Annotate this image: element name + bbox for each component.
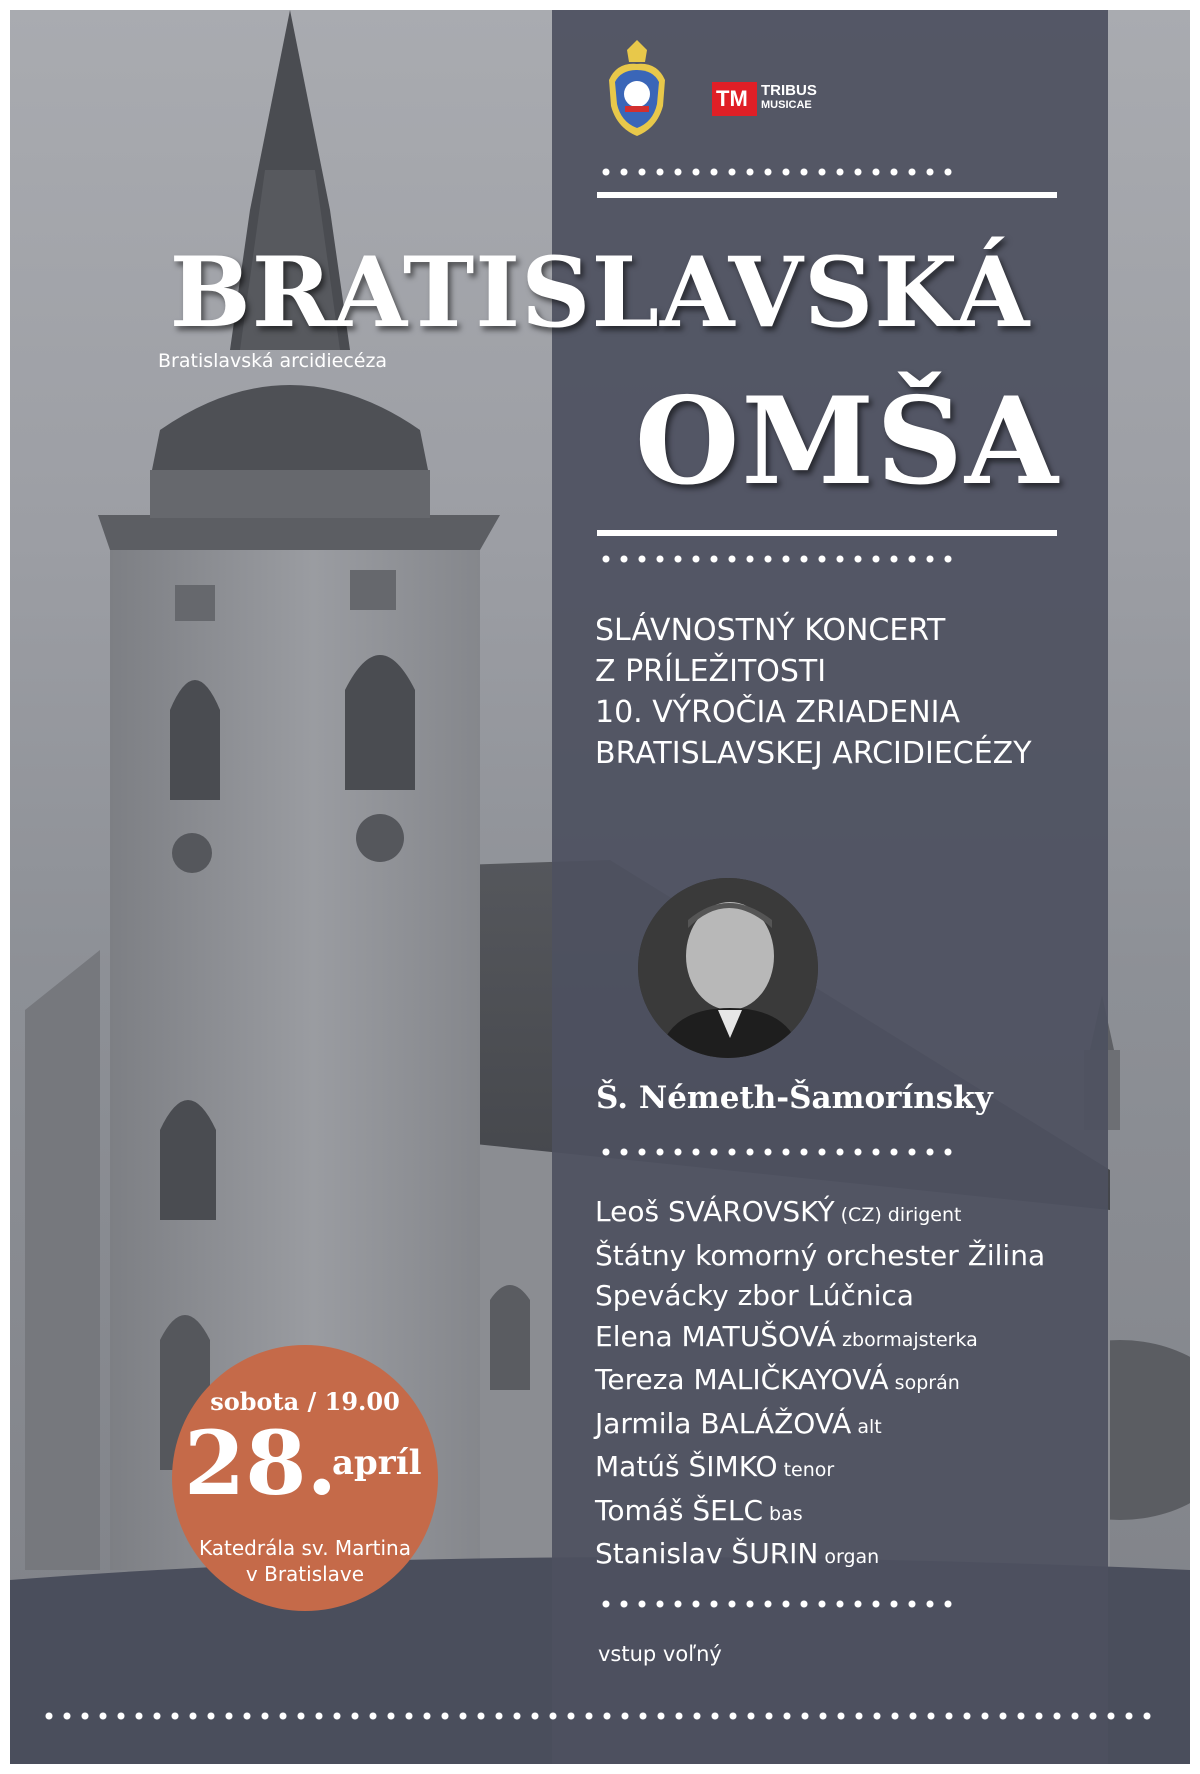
performer-role: organ bbox=[824, 1546, 880, 1568]
dot-divider-bottom bbox=[40, 1712, 1160, 1720]
occasion-text bbox=[595, 610, 1032, 774]
occasion-line: BRATISLAVSKEJ ARCIDIECÉZY bbox=[595, 736, 1032, 771]
title-line1: BRATISLAVSKÁ bbox=[169, 236, 1031, 349]
day-time: sobota / 19.00 bbox=[210, 1387, 400, 1416]
performer-name: Matúš ŠIMKO bbox=[595, 1450, 778, 1483]
performer-name: Elena MATUŠOVÁ bbox=[595, 1319, 837, 1353]
day-number: 28. bbox=[184, 1411, 338, 1515]
performer-row bbox=[595, 1534, 1045, 1578]
dot-divider-after-composer bbox=[597, 1148, 957, 1156]
admission-text: vstup voľný bbox=[598, 1642, 722, 1666]
performer-name: Tereza MALIČKAYOVÁ bbox=[595, 1363, 889, 1396]
venue-line1: Katedrála sv. Martina bbox=[199, 1536, 411, 1560]
tribus-musicae-logo bbox=[712, 82, 817, 120]
tm-name-line1: TRIBUS bbox=[761, 82, 817, 99]
performer-row bbox=[595, 1491, 1045, 1535]
occasion-line: Z PRÍLEŽITOSTI bbox=[595, 654, 827, 689]
performer-row bbox=[595, 1276, 1045, 1317]
performer-name: Štátny komorný orchester Žilina bbox=[595, 1238, 1046, 1272]
dot-divider-after-performers bbox=[597, 1600, 957, 1608]
logos bbox=[597, 40, 817, 144]
performer-role: alt bbox=[857, 1415, 882, 1438]
venue bbox=[172, 1535, 438, 1587]
performer-role: bas bbox=[769, 1502, 803, 1525]
performer-name: Tomáš ŠELC bbox=[595, 1493, 764, 1527]
subtitle: Bratislavská arcidiecéza bbox=[158, 350, 388, 372]
tm-mark: TM bbox=[716, 86, 748, 111]
composer-portrait-image bbox=[638, 878, 818, 1058]
dot-divider-top bbox=[597, 168, 957, 176]
performer-row bbox=[595, 1317, 1045, 1361]
performer-role: tenor bbox=[783, 1459, 835, 1481]
performer-name: Spevácky zbor Lúčnica bbox=[595, 1279, 914, 1312]
performer-row bbox=[595, 1192, 1045, 1236]
composer-name: Š. Németh-Šamorínsky bbox=[596, 1080, 993, 1116]
rule-top bbox=[597, 192, 1057, 198]
performer-row bbox=[595, 1447, 1045, 1491]
performer-name: Leoš SVÁROVSKÝ bbox=[595, 1195, 835, 1228]
poster bbox=[10, 10, 1190, 1764]
archdiocese-coat-of-arms-icon bbox=[597, 40, 677, 140]
performer-name: Stanislav ŠURIN bbox=[595, 1537, 819, 1570]
performers-list bbox=[595, 1192, 1045, 1578]
title-line2: OMŠA bbox=[634, 371, 1060, 512]
performer-role: (CZ) dirigent bbox=[840, 1204, 962, 1226]
composer-portrait bbox=[638, 878, 818, 1058]
performer-row bbox=[595, 1236, 1045, 1277]
month: apríl bbox=[332, 1443, 422, 1483]
performer-row bbox=[595, 1404, 1045, 1448]
dot-divider-after-title bbox=[597, 555, 957, 563]
venue-line2: v Bratislave bbox=[245, 1562, 365, 1586]
rule-bottom bbox=[597, 530, 1057, 536]
performer-name: Jarmila BALÁŽOVÁ bbox=[595, 1406, 852, 1440]
tm-name-line2: MUSICAE bbox=[761, 99, 812, 111]
date-badge bbox=[172, 1345, 438, 1611]
performer-role: zbormajsterka bbox=[842, 1328, 978, 1351]
performer-role: soprán bbox=[894, 1372, 960, 1394]
occasion-line: 10. VÝROČIA ZRIADENIA bbox=[595, 695, 961, 730]
occasion-line: SLÁVNOSTNÝ KONCERT bbox=[595, 613, 946, 648]
performer-row bbox=[595, 1360, 1045, 1404]
